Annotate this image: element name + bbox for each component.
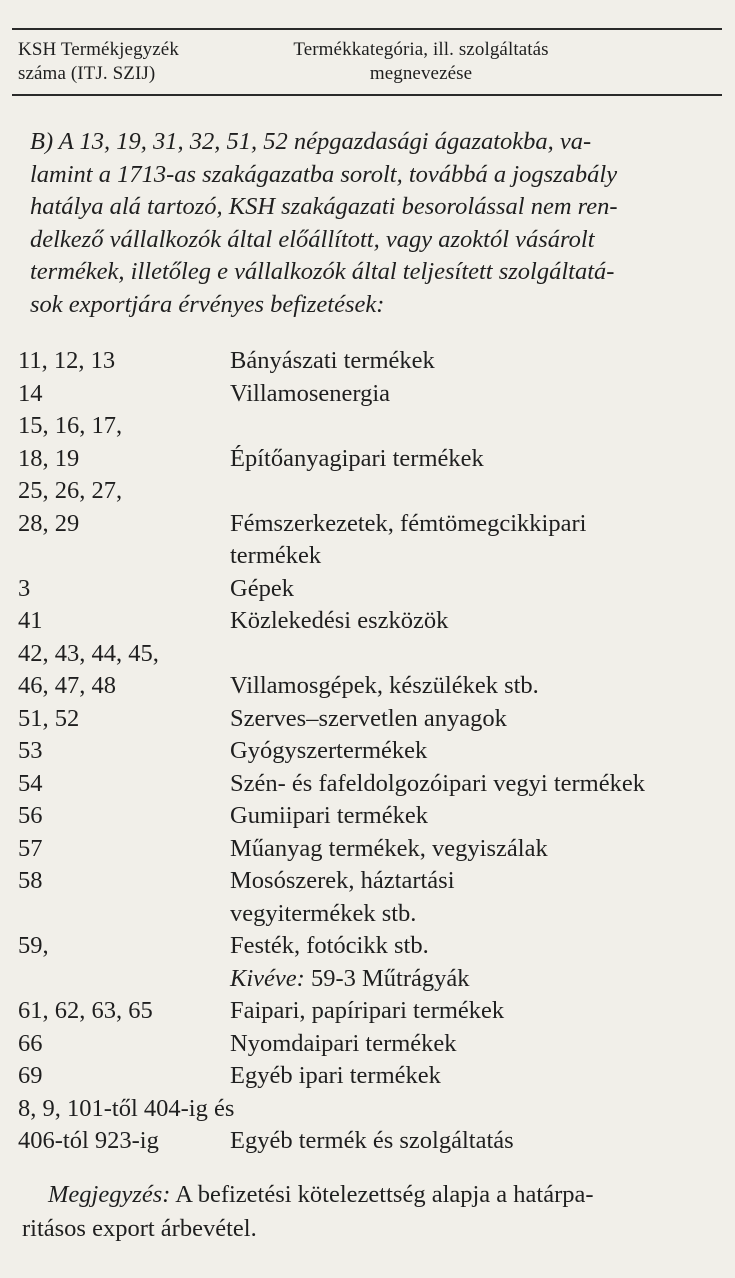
- row-code: 15, 16, 17,: [18, 412, 123, 439]
- row-category: [230, 768, 730, 801]
- intro-line: termékek, illetőleg e vállalkozók által teljesített szolgáltatá-: [30, 258, 615, 285]
- row-code: 56: [18, 802, 43, 829]
- row-code: 58: [18, 867, 43, 894]
- row-code: 53: [18, 737, 43, 764]
- intro-line: hatálya alá tartozó, KSH szakágazati besorolással nem ren-: [30, 193, 618, 220]
- category-line: Gumiipari termékek: [230, 802, 428, 829]
- intro-line: delkező vállalkozók által előállított, vagy azoktól vásárolt: [30, 225, 595, 253]
- row-code: 66: [18, 1029, 43, 1057]
- row-code: 51, 52: [18, 704, 80, 732]
- row-code: 25, 26, 27,: [18, 477, 123, 504]
- table-row: [0, 638, 735, 671]
- table-row: [0, 508, 735, 573]
- header-top-rule: [12, 28, 722, 30]
- category-line: Faipari, papíripari termékek: [230, 997, 505, 1024]
- except-text: 59-3 Műtrágyák: [310, 964, 470, 992]
- table-row: [0, 963, 735, 996]
- table-row: [0, 345, 735, 378]
- except-label: Kivéve:: [230, 964, 305, 992]
- category-line: Gépek: [230, 574, 294, 602]
- table-row: [0, 378, 735, 411]
- category-line: Nyomdaipari termékek: [230, 1029, 457, 1057]
- row-category: [230, 963, 730, 996]
- category-line: vegyitermékek stb.: [230, 899, 417, 927]
- category-line: Bányászati termékek: [230, 347, 435, 374]
- row-category: [230, 605, 730, 638]
- table-row: [0, 1093, 735, 1126]
- row-code: 406-tól 923-ig: [18, 1127, 159, 1154]
- row-category: [230, 1060, 730, 1093]
- footnote-line2: ritásos export árbevétel.: [22, 1215, 257, 1242]
- table-row: [0, 703, 735, 736]
- row-category: [230, 930, 730, 963]
- table-row: [0, 443, 735, 476]
- row-code: 61, 62, 63, 65: [18, 997, 153, 1024]
- intro-line: B) A 13, 19, 31, 32, 51, 52 népgazdasági ágazatokba, va-: [30, 128, 592, 155]
- table-row: [0, 800, 735, 833]
- category-line: Műanyag termékek, vegyiszálak: [230, 834, 548, 862]
- row-code: 41: [18, 607, 43, 634]
- category-line: Egyéb ipari termékek: [230, 1062, 441, 1089]
- row-code: 14: [18, 379, 43, 407]
- category-line: Villamosgépek, készülékek stb.: [230, 672, 539, 699]
- table-row: [0, 865, 735, 930]
- category-line: Közlekedési eszközök: [230, 607, 449, 634]
- row-code: 57: [18, 834, 43, 862]
- table-row: [0, 995, 735, 1028]
- row-category: [230, 345, 730, 378]
- header-bottom-rule: [12, 94, 722, 96]
- header-code-line1: KSH Termékjegyzék: [18, 39, 179, 60]
- row-code: 59,: [18, 932, 49, 959]
- row-code: 28, 29: [18, 509, 80, 537]
- row-code: 42, 43, 44, 45,: [18, 639, 159, 667]
- category-line: Egyéb termék és szolgáltatás: [230, 1127, 514, 1154]
- row-code: 3: [18, 574, 31, 602]
- table-row: [0, 1028, 735, 1061]
- row-category: [230, 800, 730, 833]
- row-category: [230, 703, 730, 736]
- row-category: [230, 378, 730, 411]
- footnote: [22, 1178, 702, 1246]
- table-row: [0, 573, 735, 606]
- footnote-text1: A befizetési kötelezettség alapja a határpa-: [175, 1181, 594, 1208]
- row-code: 69: [18, 1062, 43, 1089]
- category-line: termékek: [230, 542, 322, 569]
- category-table: [0, 345, 735, 1158]
- row-category: [230, 1125, 730, 1158]
- table-row: [0, 930, 735, 963]
- header-code-column: [18, 38, 258, 86]
- table-row: [0, 475, 735, 508]
- intro-line: sok exportjára érvényes befizetések:: [30, 290, 385, 318]
- row-code: 8, 9, 101-től 404-ig és: [18, 1094, 235, 1122]
- intro-line: lamint a 1713-as szakágazatba sorolt, továbbá a jogszabály: [30, 160, 618, 188]
- row-category: [230, 1028, 730, 1061]
- table-row: [0, 1060, 735, 1093]
- footnote-line1: [22, 1178, 702, 1212]
- table-row: [0, 768, 735, 801]
- intro-paragraph: [30, 126, 698, 321]
- row-code: 11, 12, 13: [18, 347, 116, 374]
- header-category-line2: megnevezése: [369, 63, 473, 84]
- category-line: Szén- és fafeldolgozóipari vegyi termékek: [230, 769, 645, 797]
- row-code: 46, 47, 48: [18, 672, 116, 699]
- table-row: [0, 605, 735, 638]
- row-category: [230, 573, 730, 606]
- row-category: [230, 865, 730, 930]
- header-category-line1: Termékkategória, ill. szolgáltatás: [293, 39, 549, 60]
- category-line: Szerves–szervetlen anyagok: [230, 704, 507, 732]
- header-category-column: [256, 38, 586, 86]
- category-line: Gyógyszertermékek: [230, 737, 428, 764]
- category-line: Villamosenergia: [230, 379, 391, 407]
- category-line: Mosószerek, háztartási: [230, 867, 455, 894]
- table-row: [0, 833, 735, 866]
- row-category: [230, 995, 730, 1028]
- row-code: 18, 19: [18, 444, 80, 472]
- category-line: Fémszerkezetek, fémtömegcikkipari: [230, 509, 587, 537]
- table-row: [0, 410, 735, 443]
- row-category: [230, 833, 730, 866]
- row-code: 54: [18, 769, 43, 797]
- row-category: [230, 443, 730, 476]
- category-line: Festék, fotócikk stb.: [230, 932, 429, 959]
- row-category: [230, 508, 730, 573]
- table-row: [0, 735, 735, 768]
- category-line: Építőanyagipari termékek: [230, 444, 484, 472]
- table-row: [0, 1125, 735, 1158]
- header-code-line2: száma (ITJ. SZIJ): [18, 63, 156, 84]
- footnote-label: Megjegyzés:: [48, 1181, 171, 1208]
- row-category: [230, 735, 730, 768]
- row-category: [230, 670, 730, 703]
- table-row: [0, 670, 735, 703]
